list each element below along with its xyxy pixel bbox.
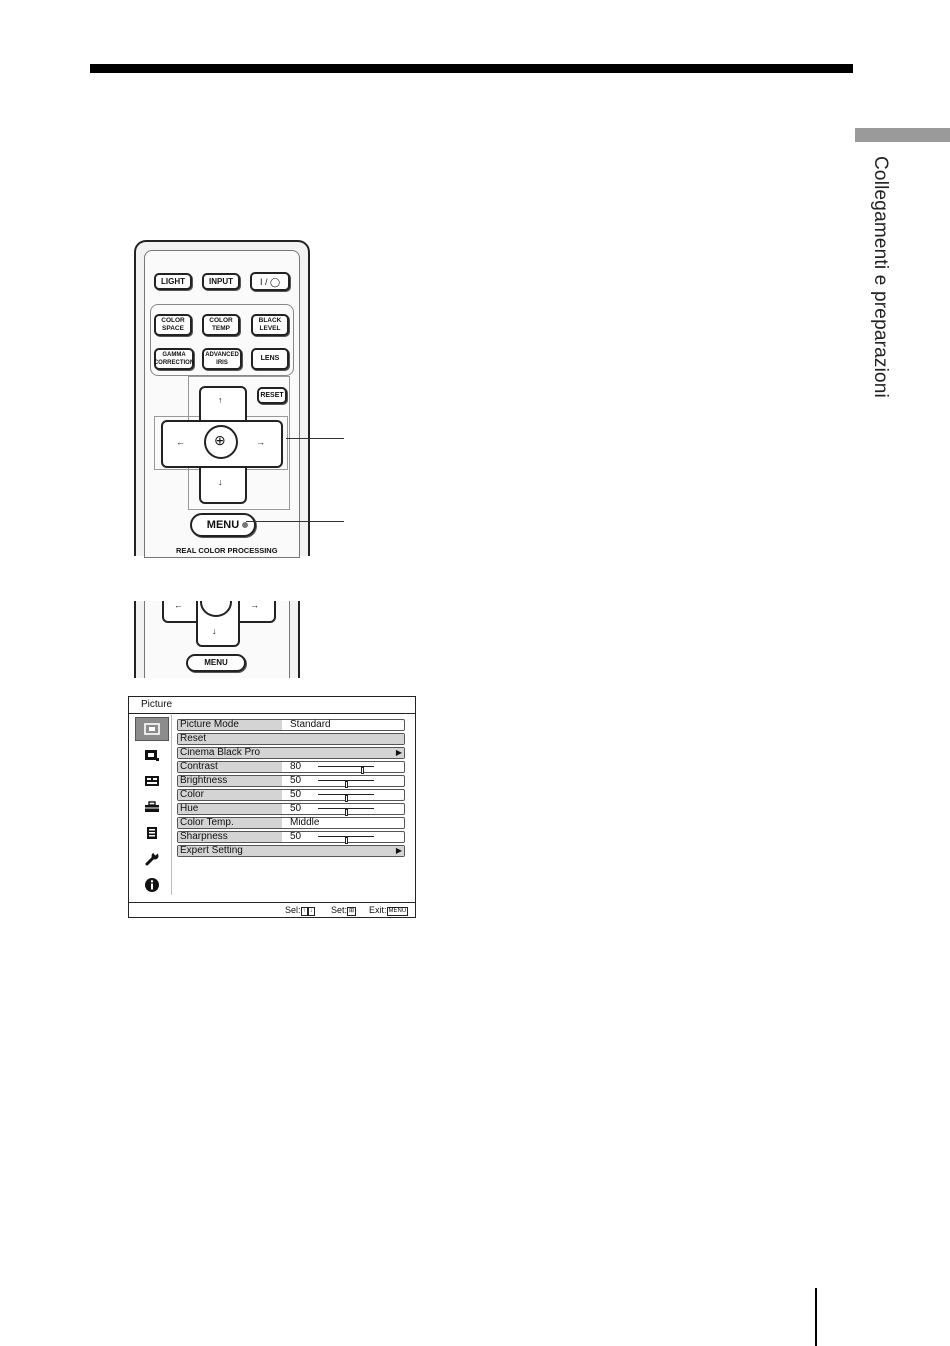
footer-sel-hint [285, 903, 315, 918]
advanced-iris-button[interactable]: ADVANCED IRIS [202, 348, 242, 370]
remote-detail-right-arrow: → [250, 601, 259, 610]
input-button[interactable]: INPUT [202, 273, 240, 290]
menu-title: Picture [141, 699, 173, 710]
footer-set-hint [331, 903, 356, 918]
installation-icon[interactable] [135, 847, 169, 871]
left-arrow-button[interactable]: ← [176, 437, 185, 447]
remote-detail-left-arrow: ← [174, 601, 183, 610]
gamma-correction-button[interactable]: GAMMA CORRECTION [154, 348, 194, 370]
function-icon[interactable] [135, 821, 169, 845]
menu-footer [129, 902, 415, 918]
menu-row-contrast[interactable] [177, 761, 405, 773]
picture-menu-screen [128, 696, 416, 918]
menu-row-cinema-black-pro[interactable] [177, 747, 405, 759]
slider-thumb[interactable] [345, 781, 348, 788]
menu-row-value: 50 [290, 831, 302, 842]
setup-icon[interactable] [135, 795, 169, 819]
menu-row-label: Color Temp. [178, 818, 282, 828]
menu-row-label: Sharpness [178, 832, 282, 842]
menu-title-bar [129, 697, 415, 714]
enter-key-icon: ⊞ [349, 908, 355, 914]
footer-sel-label: Sel: [285, 905, 301, 915]
submenu-arrow-icon: ▶ [395, 748, 402, 757]
footer-exit-hint [369, 903, 408, 918]
light-button[interactable]: LIGHT [154, 273, 192, 290]
sharpness-slider[interactable] [318, 836, 374, 837]
up-key-icon: ↑ [302, 908, 306, 914]
menu-row-label: Cinema Black Pro [178, 748, 404, 758]
menu-row-label: Color [178, 790, 282, 800]
remote-caption: REAL COLOR PROCESSING [176, 546, 278, 555]
reset-button[interactable]: RESET [257, 387, 287, 404]
menu-button-callout-dot [242, 522, 248, 528]
footer-set-label: Set: [331, 905, 348, 915]
dpad-center-button[interactable] [204, 425, 238, 459]
menu-row-label: Picture Mode [178, 720, 282, 730]
section-side-title: Collegamenti e preparazioni [870, 156, 891, 398]
menu-row-value: 50 [290, 803, 302, 814]
menu-row-value: 80 [290, 761, 302, 772]
page-number-rule [815, 1288, 817, 1346]
color-slider[interactable] [318, 794, 374, 795]
menu-button[interactable]: MENU [190, 513, 256, 537]
menu-row-label: Contrast [178, 762, 282, 772]
menu-row-value: Middle [290, 817, 320, 828]
menu-row-color[interactable] [177, 789, 405, 801]
menu-icon-column [133, 715, 172, 895]
menu-row-brightness[interactable] [177, 775, 405, 787]
menu-row-hue[interactable] [177, 803, 405, 815]
menu-key-icon: MENU [388, 908, 407, 914]
down-arrow-button[interactable]: ↓ [218, 477, 223, 487]
menu-row-label: Hue [178, 804, 282, 814]
color-space-button[interactable]: COLOR SPACE [154, 314, 192, 336]
footer-exit-label: Exit: [369, 905, 387, 915]
contrast-slider[interactable] [318, 766, 374, 767]
menu-row-reset[interactable] [177, 733, 405, 745]
right-arrow-button[interactable]: → [256, 437, 265, 447]
menu-row-label: Expert Setting [178, 846, 404, 856]
slider-thumb[interactable] [345, 809, 348, 816]
menu-row-value: 50 [290, 775, 302, 786]
menu-row-expert-setting[interactable] [177, 845, 405, 857]
picture-adjust-icon[interactable] [135, 743, 169, 767]
enter-icon: ⊕ [214, 432, 226, 448]
header-rule [90, 64, 853, 73]
information-icon[interactable] [135, 873, 169, 897]
slider-thumb[interactable] [345, 795, 348, 802]
menu-row-color-temp[interactable] [177, 817, 405, 829]
remote-detail [134, 601, 300, 678]
slider-thumb[interactable] [345, 837, 348, 844]
picture-icon[interactable] [135, 717, 169, 741]
menu-row-label: Brightness [178, 776, 282, 786]
hue-slider[interactable] [318, 808, 374, 809]
up-arrow-button[interactable]: ↑ [218, 395, 223, 405]
menu-callout-line [246, 521, 344, 522]
menu-row-value: 50 [290, 789, 302, 800]
down-key-icon: ↓ [309, 908, 313, 914]
submenu-arrow-icon: ▶ [395, 846, 402, 855]
remote-detail-menu-button: MENU [186, 654, 246, 672]
color-temp-button[interactable]: COLOR TEMP [202, 314, 240, 336]
dpad-callout-line [286, 438, 344, 439]
menu-row-label: Reset [178, 734, 404, 744]
remote-detail-down-arrow: ↓ [212, 626, 217, 636]
menu-row-value: Standard [290, 719, 331, 730]
screen-icon[interactable] [135, 769, 169, 793]
slider-thumb[interactable] [361, 767, 364, 774]
brightness-slider[interactable] [318, 780, 374, 781]
remote-control [134, 240, 310, 556]
menu-row-picture-mode[interactable] [177, 719, 405, 731]
power-button[interactable]: I / ◯ [250, 272, 290, 291]
lens-button[interactable]: LENS [251, 348, 289, 370]
menu-row-sharpness[interactable] [177, 831, 405, 843]
section-tab-marker [855, 128, 950, 142]
black-level-button[interactable]: BLACK LEVEL [251, 314, 289, 336]
